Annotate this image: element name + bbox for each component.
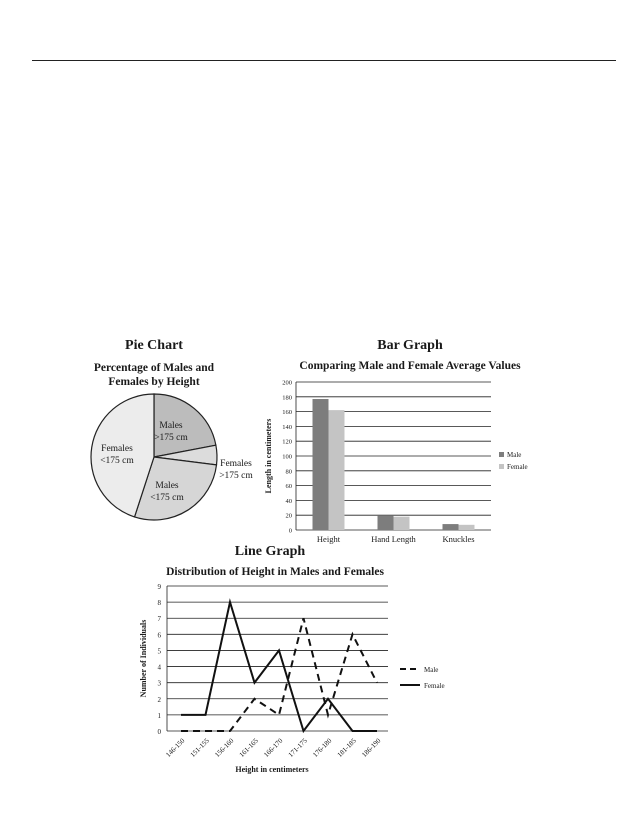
line-y-tick-label: 6 bbox=[157, 631, 161, 640]
line-y-tick-label: 0 bbox=[157, 728, 161, 736]
line-x-tick-label: 151-155 bbox=[188, 736, 211, 759]
line-x-tick-label: 186-190 bbox=[360, 736, 383, 759]
bar-y-axis-label: Length in centimeters bbox=[264, 418, 273, 494]
bar-legend-label: Female bbox=[507, 463, 528, 471]
bar-category-label: Height bbox=[316, 534, 341, 544]
bar-y-tick-label: 100 bbox=[282, 453, 292, 461]
line-y-tick-label: 9 bbox=[157, 583, 161, 591]
line-x-tick-label: 176-180 bbox=[311, 736, 334, 759]
bar-graph-title: Comparing Male and Female Average Values bbox=[299, 360, 521, 372]
bar-y-tick-label: 20 bbox=[285, 512, 292, 520]
bar-y-tick-label: 60 bbox=[285, 483, 292, 491]
bar-y-tick-label: 40 bbox=[285, 497, 292, 505]
bar-graph-heading: Bar Graph bbox=[377, 338, 443, 353]
pie-slice-label: <175 cm bbox=[100, 456, 134, 466]
line-y-tick-label: 5 bbox=[157, 647, 161, 656]
bar-y-tick-label: 120 bbox=[282, 438, 292, 446]
bar-y-tick-label: 160 bbox=[282, 409, 292, 417]
line-graph-heading: Line Graph bbox=[234, 544, 306, 559]
line-y-tick-label: 7 bbox=[157, 615, 161, 624]
pie-slice-label: Females bbox=[101, 444, 133, 454]
line-x-tick-label: 166-170 bbox=[262, 736, 285, 759]
line-x-tick-label: 171-175 bbox=[286, 736, 309, 759]
line-y-tick-label: 4 bbox=[157, 663, 161, 672]
line-graph-title: Distribution of Height in Males and Females bbox=[166, 566, 384, 578]
pie-chart-heading: Pie Chart bbox=[125, 338, 183, 353]
bar-y-tick-label: 180 bbox=[282, 394, 292, 402]
line-y-axis-label: Number of Individuals bbox=[139, 619, 148, 698]
line-y-tick-label: 2 bbox=[157, 695, 161, 704]
line-legend-label: Male bbox=[424, 666, 439, 674]
pie-title-line-1: Percentage of Males and bbox=[93, 362, 215, 374]
bar-legend-label: Male bbox=[507, 451, 522, 459]
line-series bbox=[181, 618, 377, 731]
pie-slice-label: >175 cm bbox=[219, 471, 253, 481]
bar-category-label: Hand Length bbox=[371, 534, 416, 544]
line-x-tick-label: 156-160 bbox=[213, 736, 236, 759]
line-y-tick-label: 3 bbox=[157, 679, 161, 688]
bar-y-tick-label: 200 bbox=[282, 379, 292, 387]
line-y-tick-label: 8 bbox=[157, 599, 161, 608]
line-x-tick-label: 161-165 bbox=[237, 736, 260, 759]
pie-slice-label: Males bbox=[159, 421, 183, 431]
bar-y-tick-label: 80 bbox=[285, 468, 292, 476]
line-legend-label: Female bbox=[424, 682, 445, 690]
bar-y-tick-label: 0 bbox=[288, 527, 292, 535]
line-x-tick-label: 181-185 bbox=[335, 736, 358, 759]
line-x-tick-label: 146-150 bbox=[164, 736, 187, 759]
bar-y-tick-label: 140 bbox=[282, 423, 292, 431]
pie-slice-label: <175 cm bbox=[150, 493, 184, 503]
pie-slice-label: Females bbox=[220, 459, 252, 469]
line-y-tick-label: 1 bbox=[157, 711, 161, 720]
line-x-axis-label: Height in centimeters bbox=[235, 765, 309, 774]
pie-slice-label: Males bbox=[155, 481, 179, 491]
pie-title-line-2: Females by Height bbox=[108, 376, 200, 388]
bar-category-label: Knuckles bbox=[442, 534, 475, 544]
pie-slice-label: >175 cm bbox=[154, 433, 188, 443]
